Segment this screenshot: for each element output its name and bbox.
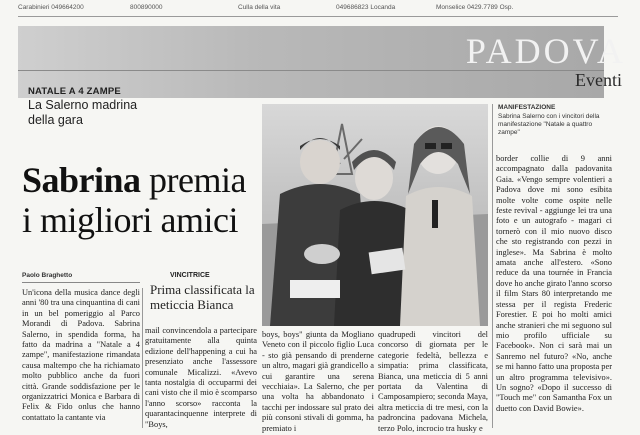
headline-rest: premia i migliori amici [22, 160, 246, 240]
photo-illustration [262, 104, 488, 326]
subsection-title: Eventi [575, 70, 622, 90]
top-strip-item: Monselice 0429.7789 Osp. [436, 4, 514, 11]
box-kicker: VINCITRICE [170, 272, 210, 279]
byline-rule [22, 282, 140, 283]
article-kicker: NATALE A 4 ZAMPE [28, 86, 121, 97]
byline: Paolo Braghetto [22, 272, 73, 279]
column-divider [492, 104, 493, 428]
column-divider [142, 288, 143, 428]
section-title: PADOVA [465, 31, 626, 71]
photo-caption: Sabrina Salerno con i vincitori della manifestazione "Natale a quattro zampe" [498, 113, 600, 136]
caption-kicker: MANIFESTAZIONE [498, 104, 556, 111]
article-photo [262, 104, 488, 326]
article-column-4: quadrupedi vincitori del concorso di giornata per le categorie fedeltà, bellezza e simpatia: prima classificata, Bianca, una meticcia di 5 anni portata da Valentina di Camposampiero; seconda Maya, altra meticcia di tre mesi, con la padroncina padovana Michela, terzo Polo, incrocio tra husky e [378, 330, 488, 433]
headline [22, 160, 262, 240]
top-strip-item: Culla della vita [238, 4, 281, 11]
article-column-2: mail convincendola a partecipare gratuitamente alla quinta edizione dell'happening a cui ha presenziato anche l'assessore comunale Micalizzi. «Avevo tanta nostalgia di occuparmi dei cani visto che il mio è scomparso l'anno scorso» racconta la quarantacinquenne interprete di "Boys, [145, 326, 257, 429]
box-title: Prima classificata la meticcia Bianca [150, 282, 255, 312]
article-column-3: boys, boys" giunta da Mogliano Veneto con il piccolo figlio Luca - sto già pensando di prenderne un altro, magari già grandicello a cui garantire una serena vecchiaia». La Salerno, che per una volta ha abbandonato i tacchi per indossare sul prato dei più consoni stivali di gomma, ha premiato i [262, 330, 374, 433]
headline-strong: Sabrina [22, 160, 141, 200]
top-strip-item: 800890000 [130, 4, 163, 11]
article-subtitle: La Salerno madrina della gara [28, 98, 138, 127]
article-column-5: border collie di 9 anni accompagnato dalla padovanita Gaia. «Vengo sempre volentieri a Padova dove mi sono esibita molte volte come ospite nelle feste revival - aggiunge lei tra una foto e un autografo - magari ci tornerò con il mio nuovo disco che sto registrando con pezzi in inglese». Ma Sabrina è molto amata anche all'estero. «Sono reduce da una tournée in Francia dove ho anche girato l'anno scorso il film Stars 80 interpretando me stessa per il regista Frederic Forestier. E poi ho molti amici anche stranieri che mi seguono sul mio profilo ufficiale su Facebook». Non ci sarà mai un Sanremo nel futuro? «No, anche se mi hanno fatto una proposta per un altro programma televisivo». Un sogno? «Dopo il successo di "Touch me" con Samantha Fox un duetto con David Bowie». [496, 154, 612, 413]
article-column-1: Un'icona della musica dance degli anni '80 tra una cinquantina di cani in un bel pomeriggio al Parco Morandi di Padova. Sabrina Salerno, in spendida forma, ha fatto da madrina a "Natale a 4 zampe", manifestazione rimandata causa maltempo che ha richiamato molto pubblico anche da fuori città. Grande soddisfazione per le organizzatrici Monica e Barbara di Felix & Fido onlus che hanno contattato la cantante via [22, 288, 140, 422]
top-phone-strip [18, 0, 618, 17]
top-strip-item: 049686823 Locanda [336, 4, 396, 11]
top-strip-item: Carabinieri 049664200 [18, 4, 84, 11]
